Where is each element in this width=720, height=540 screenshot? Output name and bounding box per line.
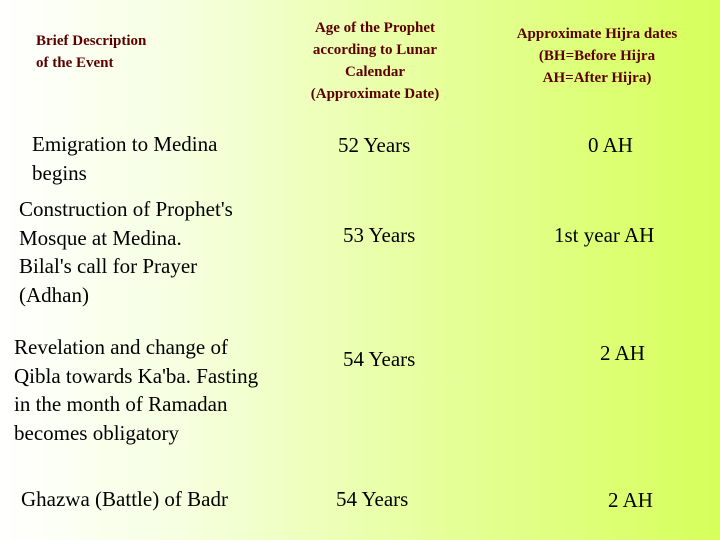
row-2-event: Construction of Prophet's Mosque at Medina. Bilal's call for Prayer (Adhan) [19,197,233,307]
row-1-age: 52 Years [338,133,411,157]
row-3-age: 54 Years [343,347,416,371]
row-4-age: 54 Years [336,487,409,511]
row-3-hijra: 2 AH [600,341,645,365]
row-4-event: Ghazwa (Battle) of Badr [21,487,228,511]
row-1-hijra: 0 AH [588,133,633,157]
row-3-event: Revelation and change of Qibla towards Ka'ba. Fasting in the month of Ramadan becomes obligatory [14,335,259,445]
row-4-hijra: 2 AH [608,488,653,512]
row-2-age: 53 Years [343,223,416,247]
header-hijra: Approximate Hijra dates (BH=Before Hijra AH=After Hijra) [516,26,678,86]
header-description: Brief Description of the Event [36,33,147,71]
header-age: Age of the Prophet according to Lunar Calendar (Approximate Date) [310,20,440,102]
row-2-hijra: 1st year AH [554,223,655,247]
row-1-event: Emigration to Medina begins [32,132,218,185]
